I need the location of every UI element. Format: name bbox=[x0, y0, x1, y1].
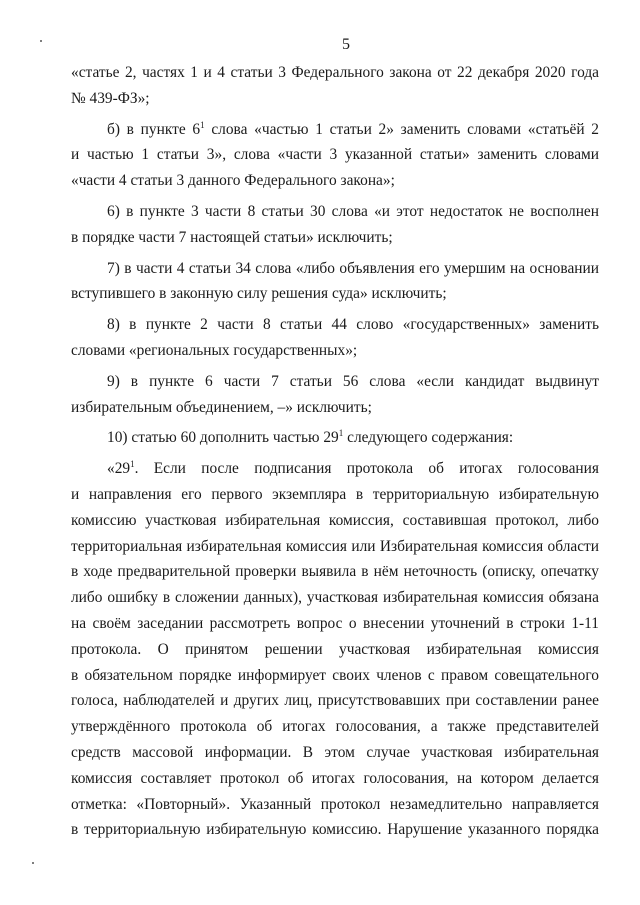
text-line: в ходе предварительной проверки выявила в нём неточность (описку, опечатку bbox=[71, 563, 599, 581]
text-run: слова «частью 1 статьи 2» заменить словами «статьёй 2 bbox=[204, 120, 599, 138]
text-run: «29 bbox=[107, 460, 131, 478]
text-line: и направления его первого экземпляра в территориальную избирательную bbox=[71, 485, 599, 503]
paragraph bbox=[71, 425, 599, 451]
paragraph bbox=[71, 60, 599, 112]
paragraph bbox=[71, 312, 599, 364]
superscript: 1 bbox=[200, 119, 205, 130]
paragraph bbox=[71, 199, 599, 251]
document-body bbox=[71, 60, 599, 843]
text-line: протокола. О принятом решении участковая избирательная комиссия bbox=[71, 640, 599, 658]
text-line: комиссию участковая избирательная комиссия, составившая протокол, либо bbox=[71, 511, 599, 529]
text-line: № 439-ФЗ»; bbox=[71, 89, 150, 107]
text-run: 10) статью 60 дополнить частью 29 bbox=[107, 429, 339, 447]
paragraph bbox=[71, 256, 599, 308]
paragraph bbox=[71, 456, 599, 843]
text-line: либо ошибку в сложении данных), участковая избирательная комиссия обязана bbox=[71, 589, 599, 607]
scan-speck bbox=[32, 862, 34, 864]
superscript: 1 bbox=[338, 428, 344, 439]
text-run: следующего содержания: bbox=[343, 429, 514, 447]
text-line bbox=[71, 456, 599, 482]
text-line: 8) в пункте 2 части 8 статьи 44 слово «государственных» заменить bbox=[107, 316, 599, 334]
text-line: вступившего в законную силу решения суда» исключить; bbox=[71, 285, 447, 303]
text-line: 6) в пункте 3 части 8 статьи 30 слова «и этот недостаток не восполнен bbox=[107, 202, 599, 220]
text-line: словами «региональных государственных»; bbox=[71, 341, 358, 359]
page-number: 5 bbox=[342, 36, 350, 53]
superscript: 1 bbox=[130, 459, 135, 470]
text-line: 9) в пункте 6 части 7 статьи 56 слова «если кандидат выдвинут bbox=[107, 372, 599, 390]
text-line: избирательным объединением, –» исключить; bbox=[71, 398, 372, 416]
text-line: территориальная избирательная комиссия или Избирательная комиссия области bbox=[71, 537, 599, 555]
text-line: средств массовой информации. В этом случае участковая избирательная bbox=[71, 743, 599, 761]
text-run: б) в пункте 6 bbox=[107, 120, 201, 138]
text-line: отметка: «Повторный». Указанный протокол незамедлительно направляется bbox=[71, 795, 599, 813]
text-line: 7) в части 4 статьи 34 слова «либо объявления его умершим на основании bbox=[107, 259, 599, 277]
text-line: и частью 1 статьи 3», слова «части 3 указанной статьи» заменить словами bbox=[71, 146, 599, 164]
text-line: в территориальную избирательную комиссию. Нарушение указанного порядка bbox=[71, 821, 599, 839]
text-line: на своём заседании рассмотреть вопрос о внесении уточнений в строки 1-11 bbox=[71, 614, 599, 632]
paragraph bbox=[71, 117, 599, 194]
text-line: «статье 2, частях 1 и 4 статьи 3 Федерального закона от 22 декабря 2020 года bbox=[71, 64, 599, 81]
text-line: комиссия составляет протокол об итогах голосования, на котором делается bbox=[71, 769, 599, 787]
text-run: . Если после подписания протокола об итогах голосования bbox=[134, 460, 599, 478]
text-line: в порядке части 7 настоящей статьи» исключить; bbox=[71, 228, 393, 246]
text-line: утверждённого протокола об итогах голосования, а также представителей bbox=[71, 718, 599, 736]
text-line bbox=[71, 425, 599, 451]
text-line: «части 4 статьи 3 данного Федерального закона»; bbox=[71, 172, 395, 190]
paragraph bbox=[71, 369, 599, 421]
text-line: голоса, наблюдателей и других лиц, присутствовавших при составлении ранее bbox=[71, 692, 599, 710]
text-line: в обязательном порядке информирует своих членов с правом совещательного bbox=[71, 666, 599, 684]
text-line bbox=[71, 117, 599, 143]
